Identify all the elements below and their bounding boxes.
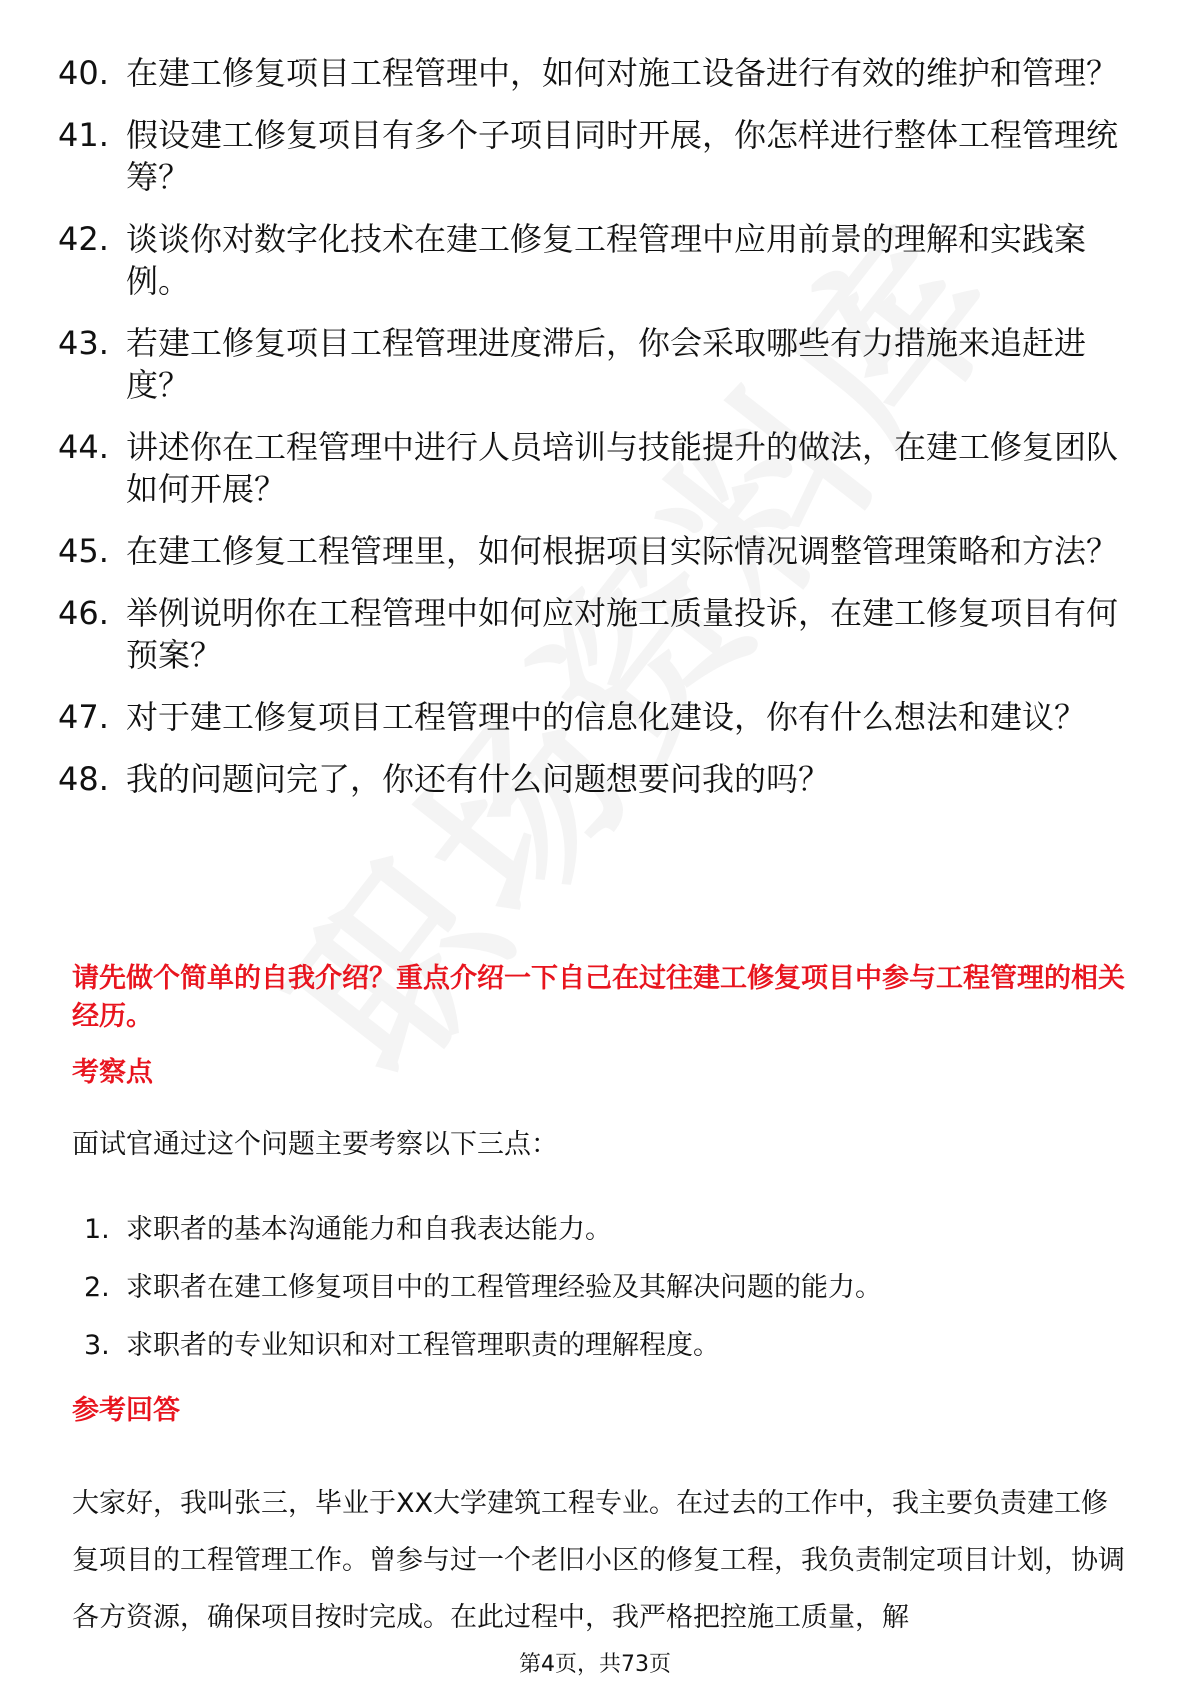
question-number: 46.: [58, 594, 109, 632]
question-item: [58, 696, 1118, 738]
question-number: 42.: [58, 220, 109, 258]
question-text: 在建工修复项目工程管理中，如何对施工设备进行有效的维护和管理？: [126, 54, 1119, 92]
question-text: 谈谈你对数字化技术在建工修复工程管理中应用前景的理解和实践案例。: [126, 220, 1087, 300]
question-text: 对于建工修复项目工程管理中的信息化建设，你有什么想法和建议？: [126, 698, 1087, 736]
question-text: 假设建工修复项目有多个子项目同时开展，你怎样进行整体工程管理统筹？: [126, 116, 1119, 196]
question-item: [58, 114, 1118, 198]
focus-point-number: 3.: [84, 1330, 110, 1361]
reference-section-title: 参考回答: [72, 1395, 180, 1426]
question-item: [58, 426, 1118, 510]
focus-point: [84, 1270, 1124, 1306]
focus-point: [84, 1212, 1124, 1248]
question-number: 44.: [58, 428, 109, 466]
question-number: 43.: [58, 324, 109, 362]
question-text: 我的问题问完了，你还有什么问题想要问我的吗？: [126, 760, 831, 798]
focus-point: [84, 1328, 1124, 1364]
question-item: [58, 322, 1118, 406]
page-footer: 第4页，共73页: [519, 1652, 671, 1677]
focus-section-title: 考察点: [72, 1057, 153, 1088]
reference-answer: 大家好，我叫张三，毕业于XX大学建筑工程专业。在过去的工作中，我主要负责建工修复项目的工程管理工作。曾参与过一个老旧小区的修复工程，我负责制定项目计划，协调各方资源，确保项目按时完成。在此过程中，我严格把控施工质量，解: [72, 1488, 1125, 1633]
focus-point-text: 求职者在建工修复项目中的工程管理经验及其解决问题的能力。: [126, 1272, 882, 1303]
question-text: 举例说明你在工程管理中如何应对施工质量投诉，在建工修复项目有何预案？: [126, 594, 1119, 674]
focus-points-list: [84, 1212, 1124, 1386]
question-item: [58, 592, 1118, 676]
question-item: [58, 52, 1118, 94]
question-number: 45.: [58, 532, 109, 570]
question-list: [58, 52, 1118, 820]
question-number: 48.: [58, 760, 109, 798]
focus-point-number: 2.: [84, 1272, 110, 1303]
focus-point-text: 求职者的专业知识和对工程管理职责的理解程度。: [126, 1330, 720, 1361]
question-item: [58, 530, 1118, 572]
focus-intro: 面试官通过这个问题主要考察以下三点：: [72, 1129, 558, 1160]
focus-point-number: 1.: [84, 1214, 110, 1245]
question-item: [58, 218, 1118, 302]
focus-point-text: 求职者的基本沟通能力和自我表达能力。: [126, 1214, 612, 1245]
question-number: 47.: [58, 698, 109, 736]
question-number: 40.: [58, 54, 109, 92]
question-text: 讲述你在工程管理中进行人员培训与技能提升的做法，在建工修复团队如何开展？: [126, 428, 1119, 508]
question-text: 在建工修复工程管理里，如何根据项目实际情况调整管理策略和方法？: [126, 532, 1119, 570]
question-text: 若建工修复项目工程管理进度滞后，你会采取哪些有力措施来追赶进度？: [126, 324, 1087, 404]
featured-question: 请先做个简单的自我介绍？重点介绍一下自己在过往建工修复项目中参与工程管理的相关经历。: [72, 963, 1125, 1032]
question-item: [58, 758, 1118, 800]
question-number: 41.: [58, 116, 109, 154]
